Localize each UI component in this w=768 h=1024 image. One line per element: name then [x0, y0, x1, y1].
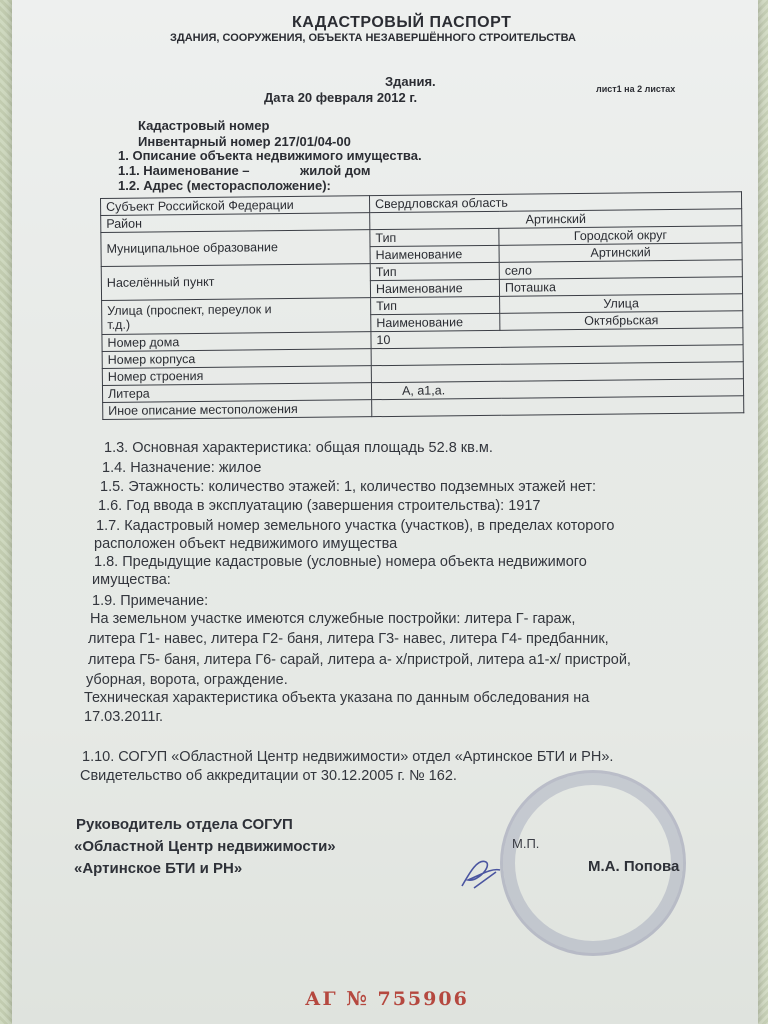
litera-label: Литера [102, 383, 371, 403]
district-label: Район [101, 213, 370, 233]
item-1-8-line-2: имущества: [92, 572, 171, 588]
signature-line-1: Руководитель отдела СОГУП [76, 816, 293, 833]
settlement-name-label: Наименование [370, 279, 499, 297]
item-1-6: 1.6. Год ввода в эксплуатацию (завершения строительства): 1917 [98, 498, 541, 514]
note-line-4: уборная, ворота, ограждение. [86, 672, 288, 688]
municipal-type-label: Тип [370, 228, 499, 246]
item-1-8-line-1: 1.8. Предыдущие кадастровые (условные) номера объекта недвижимого [94, 554, 587, 570]
handwritten-signature [456, 852, 506, 892]
note-line-2: литера Г1- навес, литера Г2- баня, литера Г3- навес, литера Г4- предбанник, [88, 631, 609, 647]
other-description-label: Иное описание местоположения [103, 400, 372, 420]
address-table [100, 191, 744, 420]
sheet-count: лист1 на 2 листах [596, 84, 676, 94]
item-1-10-line-1: 1.10. СОГУП «Областной Центр недвижимости» отдел «Артинское БТИ и РН». [82, 749, 614, 765]
settlement-label: Населённый пункт [101, 264, 370, 301]
section-1-1-value: жилой дом [300, 163, 371, 178]
note-line-3: литера Г5- баня, литера Г6- сарай, литера а- х/пристрой, литера а1-х/ пристрой, [88, 652, 631, 668]
document-title: КАДАСТРОВЫЙ ПАСПОРТ [292, 14, 512, 31]
street-label-line-2: т.д.) [107, 317, 131, 332]
signature-line-2: «Областной Центр недвижимости» [74, 838, 336, 855]
inventory-number: Инвентарный номер 217/01/04-00 [138, 134, 351, 149]
subject-label: Субъект Российской Федерации [101, 196, 370, 216]
note-line-1: На земельном участке имеются служебные постройки: литера Г- гараж, [90, 611, 576, 627]
item-1-5: 1.5. Этажность: количество этажей: 1, количество подземных этажей нет: [100, 479, 597, 495]
section-1-2-heading: 1.2. Адрес (месторасположение): [118, 178, 331, 193]
cadastral-number-label: Кадастровый номер [138, 118, 270, 133]
municipal-type-value: Городской округ [499, 226, 742, 246]
street-type-label: Тип [371, 296, 500, 314]
street-label [102, 298, 371, 335]
house-label: Номер дома [102, 332, 371, 352]
document-date: Дата 20 февраля 2012 г. [264, 90, 418, 105]
form-serial-number: АГ № 755906 [305, 988, 469, 1010]
item-1-4: 1.4. Назначение: жилое [102, 460, 262, 476]
litera-value: А, а1,а. [371, 379, 743, 400]
subject-value: Свердловская область [369, 192, 741, 213]
signature-line-3: «Артинское БТИ и РН» [74, 860, 243, 877]
building-label: Номер корпуса [102, 349, 371, 369]
street-name-label: Наименование [371, 313, 500, 331]
stamp-mark-label: М.П. [512, 836, 540, 851]
section-1-1-label: 1.1. Наименование – [118, 163, 250, 178]
document-subtitle: ЗДАНИЯ, СООРУЖЕНИЯ, ОБЪЕКТА НЕЗАВЕРШЁННОГО СТРОИТЕЛЬСТВА [170, 32, 576, 44]
tech-line-2: 17.03.2011г. [84, 709, 164, 725]
item-1-9-heading: 1.9. Примечание: [92, 593, 209, 609]
signatory-name: М.А. Попова [588, 858, 680, 875]
settlement-type-value: село [499, 260, 742, 280]
other-description-value [372, 396, 744, 417]
settlement-name-value: Поташка [499, 277, 742, 297]
municipal-label: Муниципальное образование [101, 230, 370, 267]
item-1-10-line-2: Свидетельство об аккредитации от 30.12.2005 г. № 162. [80, 768, 457, 784]
street-name-value: Октябрьская [500, 311, 743, 331]
object-kind: Здания. [385, 74, 436, 89]
item-1-7-line-2: расположен объект недвижимого имущества [94, 536, 398, 552]
item-1-7-line-1: 1.7. Кадастровый номер земельного участка (участков), в пределах которого [96, 518, 615, 534]
municipal-name-label: Наименование [370, 245, 499, 263]
settlement-type-label: Тип [370, 262, 499, 280]
municipal-name-value: Артинский [499, 243, 742, 263]
street-label-line-1: Улица (проспект, переулок и [107, 301, 272, 318]
item-1-3: 1.3. Основная характеристика: общая площадь 52.8 кв.м. [104, 440, 493, 456]
section-1-heading: 1. Описание объекта недвижимого имущества. [118, 148, 422, 163]
street-type-value: Улица [500, 294, 743, 314]
structure-label: Номер строения [102, 366, 371, 386]
district-value: Артинский [370, 209, 742, 230]
house-value: 10 [371, 328, 743, 349]
tech-line-1: Техническая характеристика объекта указана по данным обследования на [84, 690, 590, 706]
